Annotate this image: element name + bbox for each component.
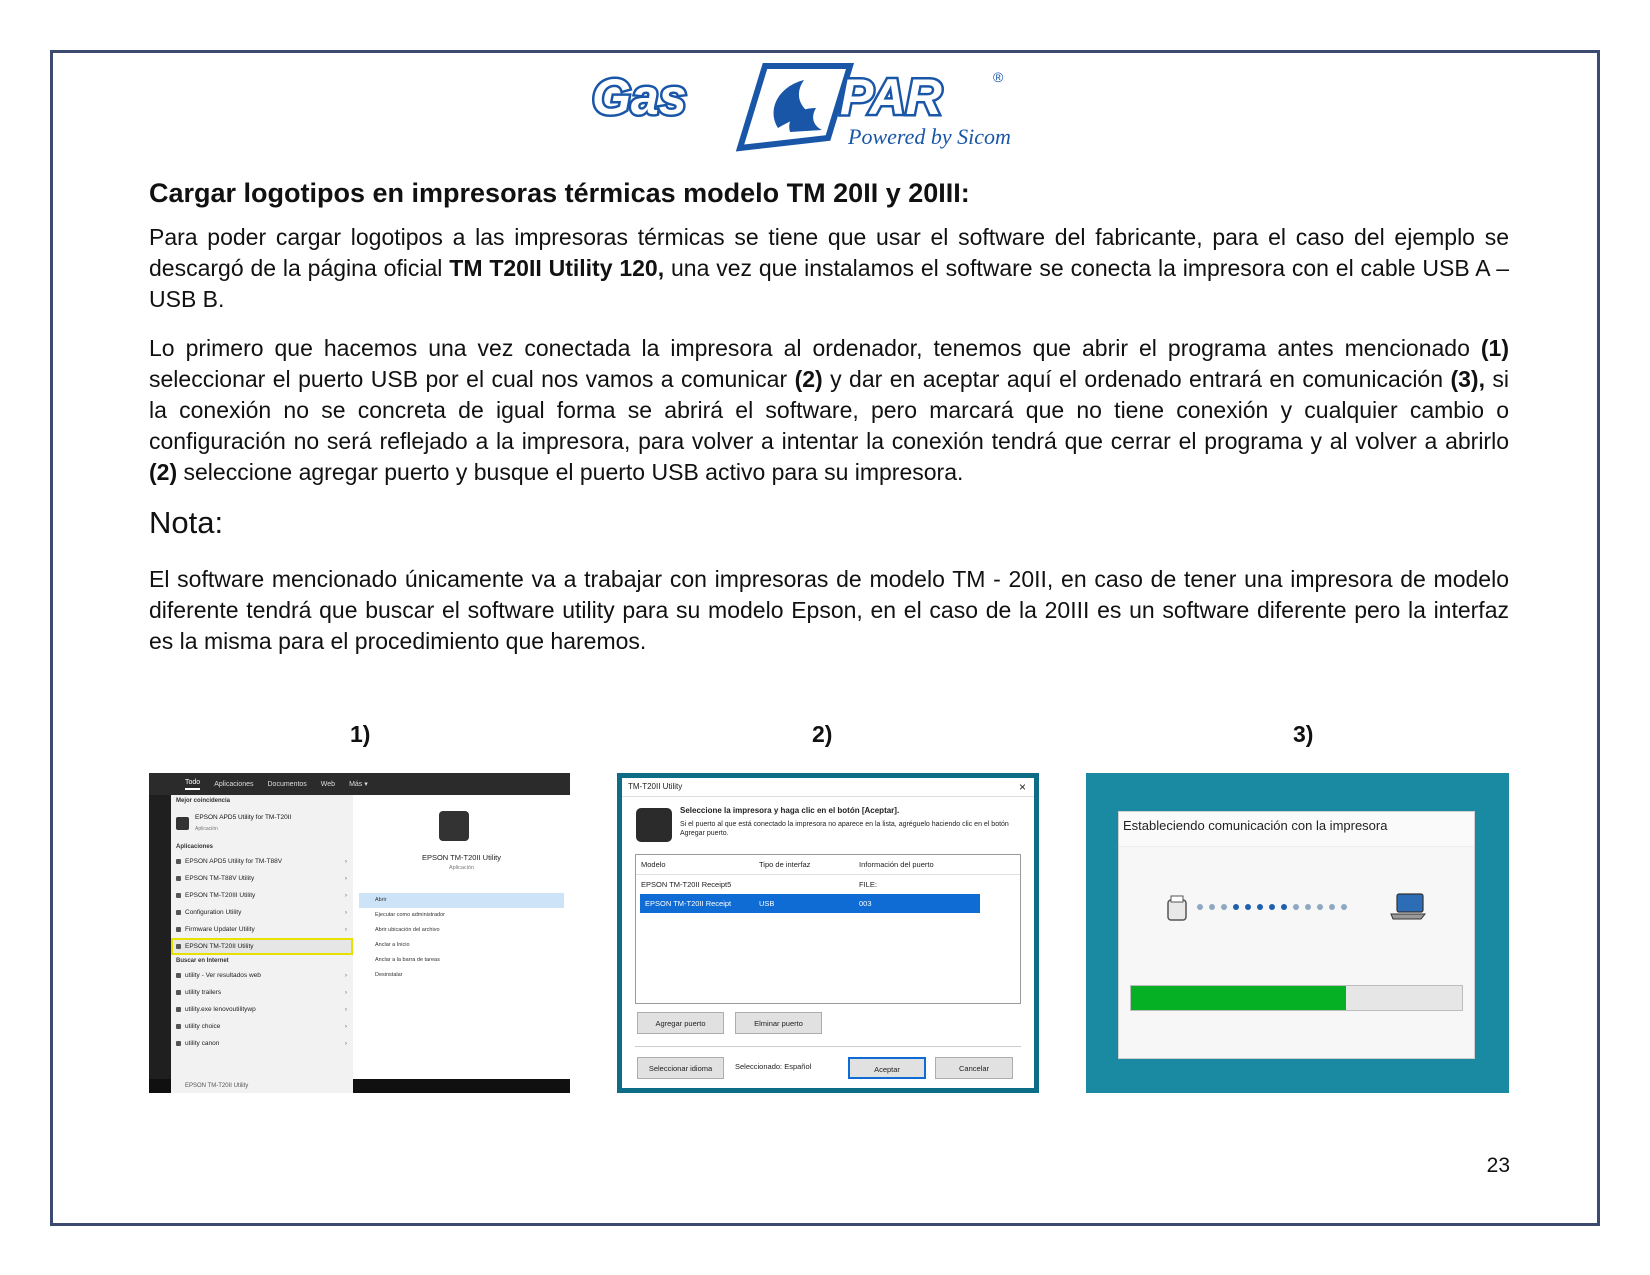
best-match-item[interactable] — [171, 807, 353, 841]
action-run-admin[interactable]: Ejecutar como administrador — [375, 912, 446, 918]
cell-model: EPSON TM-T20II Receipt5 — [641, 880, 732, 889]
app-item[interactable] — [171, 870, 353, 887]
chevron-right-icon: › — [344, 926, 347, 933]
web-item-label: utility choice — [185, 1023, 221, 1030]
gaspar-logo — [590, 58, 1070, 154]
gaspar-logo-graphic — [590, 58, 1070, 154]
chevron-right-icon: › — [344, 1006, 347, 1013]
web-item-label: utility canon — [185, 1040, 220, 1047]
progress-fill — [1131, 986, 1346, 1010]
web-item[interactable] — [171, 1001, 353, 1018]
tab-more[interactable]: Más ▾ — [349, 781, 368, 788]
action-open-location[interactable]: Abrir ubicación del archivo — [375, 927, 440, 933]
tab-all[interactable]: Todo — [185, 779, 200, 790]
printer-icon — [1167, 894, 1187, 924]
app-item-label: EPSON APD5 Utility for TM-T88V — [185, 858, 283, 865]
progress-bar — [1130, 985, 1463, 1011]
logo-tagline: Powered by Sicom — [848, 124, 1011, 149]
app-item[interactable] — [171, 904, 353, 921]
chevron-right-icon: › — [344, 972, 347, 979]
column-header: Información del puerto — [859, 860, 934, 869]
chevron-right-icon: › — [344, 858, 347, 865]
column-header: Modelo — [641, 860, 666, 869]
add-port-button[interactable]: Agregar puerto — [637, 1012, 724, 1034]
search-input[interactable]: EPSON TM-T20II Utility — [171, 1079, 353, 1093]
paragraph-steps: Lo primero que hacemos una vez conectada la impresora al ordenador, tenemos que abrir el programa antes mencionado (1) seleccionar el puerto USB por el cual nos vamos a comunicar (2) y dar en aceptar aquí el ordenado entrará en comunicación (3), si la conexión no se concreta de igual forma se abrirá el software, pero marcará que no tiene conexión y cualquier cambio o configuración no será reflejado a la impresora, para volver a intentar la conexión tendrá que cerrar el programa y al volver a abrirlo (2) seleccione agregar puerto y busque el puerto USB activo para su impresora. — [149, 335, 1509, 485]
caption-1: 1) — [350, 721, 371, 747]
cell-port: 003 — [859, 899, 872, 908]
app-preview — [353, 795, 570, 1079]
preview-subtitle: Aplicación — [448, 865, 475, 871]
web-item[interactable] — [171, 967, 353, 984]
svg-text:PAR: PAR — [840, 69, 942, 125]
preview-title: EPSON TM-T20II Utility — [421, 853, 502, 862]
connecting-title: Estableciendo comunicación con la impresora — [1123, 818, 1388, 833]
delete-port-button[interactable]: Elminar puerto — [735, 1012, 822, 1034]
action-uninstall[interactable]: Desinstalar — [375, 972, 403, 978]
app-item-label: EPSON TM-T20II Utility — [185, 943, 254, 950]
cell-model: EPSON TM-T20II Receipt — [645, 899, 732, 908]
cell-port: FILE: — [859, 880, 877, 889]
web-item[interactable] — [171, 1018, 353, 1035]
action-open[interactable]: Abrir — [359, 893, 564, 908]
chevron-right-icon: › — [344, 875, 347, 882]
utility-dialog — [622, 778, 1034, 1088]
chevron-right-icon: › — [344, 1040, 347, 1047]
caption-2: 2) — [812, 721, 833, 747]
app-item-highlighted[interactable] — [171, 938, 353, 955]
app-item-label: Firmware Updater Utility — [185, 926, 255, 933]
page-number: 23 — [1486, 1154, 1510, 1177]
divider — [635, 1046, 1021, 1047]
language-value: Seleccionado: Español — [735, 1062, 812, 1071]
chevron-right-icon: › — [344, 892, 347, 899]
tab-apps[interactable]: Aplicaciones — [214, 780, 254, 788]
screenshot-connecting — [1086, 773, 1509, 1093]
web-item[interactable] — [171, 984, 353, 1001]
app-item-label: EPSON TM-T88V Utility — [185, 875, 255, 882]
action-pin-start[interactable]: Anclar a Inicio — [375, 942, 410, 948]
web-item-label: utility trailers — [185, 989, 222, 996]
cell-interface: USB — [759, 899, 775, 908]
printer-table — [635, 854, 1021, 1004]
close-icon[interactable]: × — [1018, 780, 1026, 794]
tab-web[interactable]: Web — [320, 780, 336, 788]
caption-3: 3) — [1293, 721, 1314, 747]
printer-icon — [439, 811, 469, 841]
dialog-instruction: Seleccione la impresora y haga clic en el botón [Aceptar]. — [680, 806, 900, 815]
app-item[interactable] — [171, 921, 353, 938]
best-match-title: EPSON APD5 Utility for TM-T20II — [195, 814, 292, 821]
svg-text:®: ® — [993, 69, 1004, 85]
column-header: Tipo de interfaz — [759, 860, 811, 869]
paragraph-software: Para poder cargar logotipos a las impresoras térmicas se tiene que usar el software del fabricante, para el caso del ejemplo se descargó de la página oficial TM T20II Utility 120, una vez que instalamos el software se conecta la impresora con el cable USB A – USB B. — [149, 224, 1510, 312]
connection-dots — [1197, 904, 1347, 910]
chevron-right-icon: › — [344, 909, 347, 916]
ok-button[interactable]: Aceptar — [848, 1057, 926, 1079]
start-sidebar — [149, 795, 171, 1093]
select-language-button[interactable]: Seleccionar idioma — [637, 1057, 724, 1079]
table-header — [636, 855, 1020, 875]
screenshot-windows-search — [149, 773, 570, 1093]
chevron-right-icon: › — [344, 1023, 347, 1030]
note-heading: Nota: — [149, 505, 224, 540]
search-tabs — [149, 773, 570, 795]
paragraph-note: El software mencionado únicamente va a trabajar con impresoras de modelo TM - 20II, en caso de tener una impresora de modelo diferente tendrá que buscar el software utility para su modelo Epson, en el caso de la 20III es un software diferente pero la interfaz es la misma para el procedimiento que haremos. — [149, 566, 1509, 654]
table-row-selected[interactable] — [640, 894, 980, 913]
dialog-instruction-detail: Si el puerto al que está conectado la impresora no aparece en la lista, agréguelo haciendo clic en el botón Agregar puerto. — [680, 821, 1009, 837]
dialog-title: TM-T20II Utility — [622, 778, 1034, 797]
search-results — [171, 795, 353, 1079]
best-match-label: Mejor coincidencia — [176, 798, 231, 804]
app-item-label: EPSON TM-T20III Utility — [185, 892, 256, 899]
table-row[interactable] — [636, 875, 1020, 894]
tab-documents[interactable]: Documentos — [267, 780, 307, 788]
web-item-label: utility - Ver resultados web — [185, 972, 261, 979]
web-label: Buscar en Internet — [176, 958, 229, 964]
cell-interface — [754, 875, 854, 894]
preview-actions — [359, 893, 564, 983]
chevron-right-icon: › — [344, 989, 347, 996]
apps-label: Aplicaciones — [176, 844, 214, 850]
printer-icon — [636, 808, 672, 842]
screenshot-port-dialog — [617, 773, 1039, 1093]
connecting-window — [1118, 811, 1475, 1059]
web-item[interactable] — [171, 1035, 353, 1052]
app-item[interactable] — [171, 887, 353, 904]
best-match-sub: Aplicación — [195, 826, 218, 832]
app-item[interactable] — [171, 853, 353, 870]
laptop-icon — [1389, 892, 1427, 920]
web-item-label: utility.exe lenovoutilitywp — [185, 1006, 256, 1013]
svg-text:Gas: Gas — [592, 69, 687, 125]
app-item-label: Configuration Utility — [185, 909, 242, 916]
cancel-button[interactable]: Cancelar — [935, 1057, 1013, 1079]
page-title: Cargar logotipos en impresoras térmicas modelo TM 20II y 20III: — [149, 178, 970, 208]
action-pin-taskbar[interactable]: Anclar a la barra de tareas — [375, 957, 440, 963]
